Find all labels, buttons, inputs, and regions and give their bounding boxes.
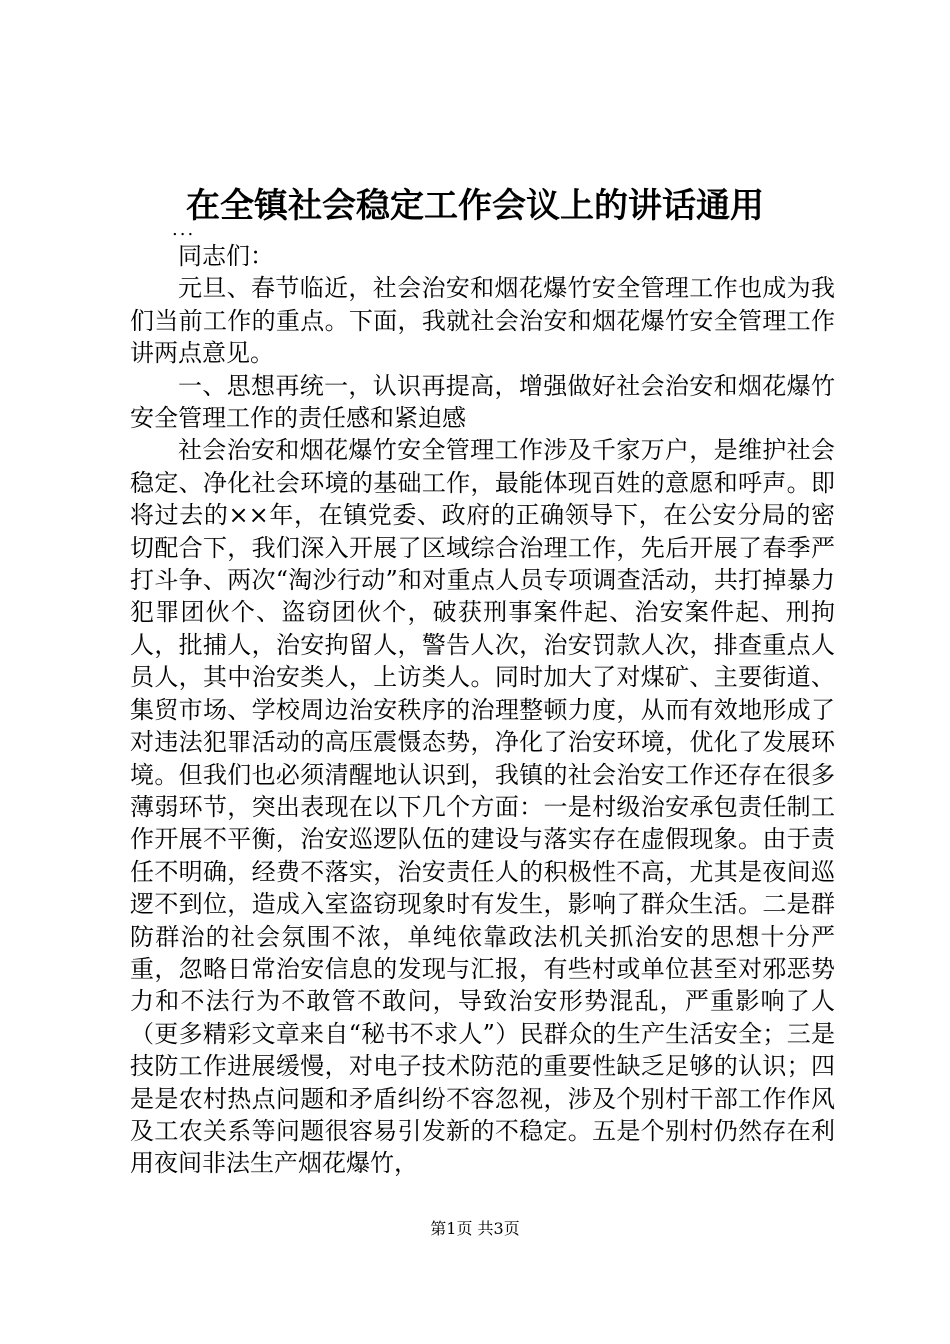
paragraph-heading-one: 一、思想再统一，认识再提高，增强做好社会治安和烟花爆竹安全管理工作的责任感和紧迫感 xyxy=(130,371,835,433)
title-continuation: ... xyxy=(172,219,196,240)
document-title: 在全镇社会稳定工作会议上的讲话通用 xyxy=(186,186,764,226)
document-body xyxy=(130,240,835,1180)
paragraph-intro: 元旦、春节临近，社会治安和烟花爆竹安全管理工作也成为我们当前工作的重点。下面，我就社会治安和烟花爆竹安全管理工作讲两点意见。 xyxy=(130,274,835,368)
salutation: 同志们： xyxy=(178,242,274,270)
paragraph-situation: 社会治安和烟花爆竹安全管理工作涉及千家万户，是维护社会稳定、净化社会环境的基础工作，最能体现百姓的意愿和呼声。即将过去的××年，在镇党委、政府的正确领导下，在公安分局的密切配合下，我们深入开展了区域综合治理工作，先后开展了春季严打斗争、两次“淘沙行动”和对重点人员专项调查活动，共打掉暴力犯罪团伙个、盗窃团伙个，破获刑事案件起、治安案件起、刑拘人，批捕人，治安拘留人，警告人次，治安罚款人次，排查重点人员人，其中治安类人，上访类人。同时加大了对煤矿、主要街道、集贸市场、学校周边治安秩序的治理整顿力度，从而有效地形成了对违法犯罪活动的高压震慑态势，净化了治安环境，优化了发展环境。但我们也必须清醒地认识到，我镇的社会治安工作还存在很多薄弱环节，突出表现在以下几个方面：一是村级治安承包责任制工作开展不平衡，治安巡逻队伍的建设与落实存在虚假现象。由于责任不明确，经费不落实，治安责任人的积极性不高，尤其是夜间巡逻不到位，造成入室盗窃现象时有发生，影响了群众生活。二是群防群治的社会氛围不浓，单纯依靠政法机关抓治安的思想十分严重，忽略日常治安信息的发现与汇报，有些村或单位甚至对邪恶势力和不法行为不敢管不敢问，导致治安形势混乱，严重影响了人（更多精彩文章来自“秘书不求人”）民群众的生产生活安全；三是技防工作进展缓慢，对电子技术防范的重要性缺乏足够的认识；四是是农村热点问题和矛盾纠纷不容忽视，涉及个别村干部工作作风及工农关系等问题很容易引发新的不稳定。五是个别村仍然存在利用夜间非法生产烟花爆竹， xyxy=(130,436,835,1178)
page-footer: 第1页 共3页 xyxy=(430,1219,520,1238)
